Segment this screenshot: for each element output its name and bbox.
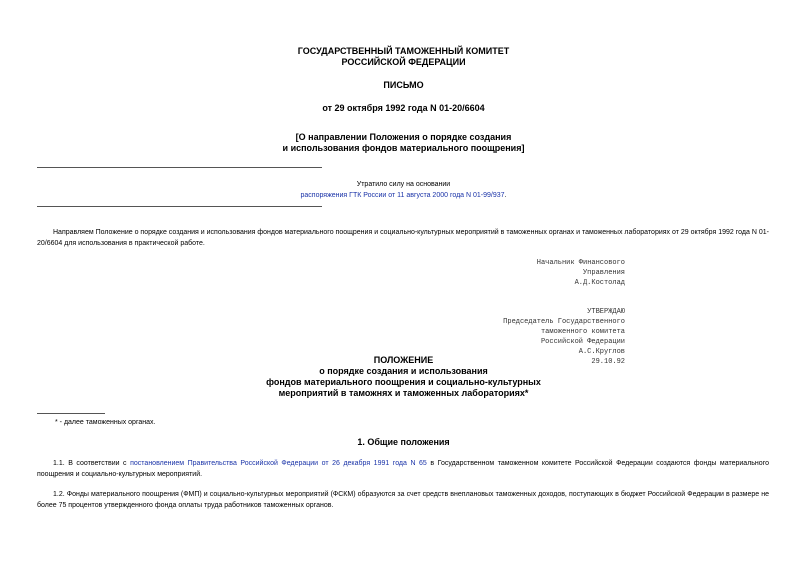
- subject-line2: и использования фондов материального поощрения]: [282, 143, 525, 153]
- org-name-line2: РОССИЙСКОЙ ФЕДЕРАЦИИ: [341, 57, 466, 67]
- org-name-line1: ГОСУДАРСТВЕННЫЙ ТАМОЖЕННЫЙ КОМИТЕТ: [297, 46, 510, 56]
- approval-line2: Председатель Государственного: [503, 318, 625, 326]
- intro-paragraph: Направляем Положение о порядке создания и использования фондов материального поощрения и социально-культурных мероприятий в таможенных органах и таможенных лабораториях от 29 октября 1992 года N 01-20/6604 для использования в практической работе.: [37, 229, 769, 247]
- approval-line4: Российской Федерации: [540, 338, 625, 346]
- divider-top: [37, 167, 322, 168]
- status-link-period: .: [504, 192, 507, 199]
- section1-paragraph2: 1.2. Фонды материального поощрения (ФМП) и социально-культурных мероприятий (ФСКМ) образуются за счет средств внеплановых таможенных доходов, поступающих в бюджет Российской Федерации в размере не более 75 процентов утвержденного фонда оплаты труда работников таможенных органов.: [37, 491, 769, 509]
- regulation-line2: о порядке создания и использования: [319, 366, 488, 376]
- signature-block: [450, 258, 625, 288]
- p1-suffix: в Государственном таможенном комитете Российской Федерации создаются фонды материального поощрения и социально-культурных мероприятий.: [37, 460, 769, 478]
- regulation-title: ПОЛОЖЕНИЕ: [373, 355, 434, 365]
- footnote-text: * - далее таможенных органах.: [55, 419, 156, 426]
- approval-line6: 29.10.92: [591, 358, 625, 366]
- status-text: Утратило силу на основании: [356, 181, 451, 188]
- divider-bottom: [37, 206, 322, 207]
- status-link[interactable]: распоряжения ГТК России от 11 августа 2000 года N 01-99/937: [300, 192, 505, 199]
- section1-title: 1. Общие положения: [357, 437, 450, 447]
- signature-line1: Начальник Финансового: [536, 259, 625, 267]
- approval-line5: А.С.Круглов: [578, 348, 625, 356]
- section1-paragraph1: [37, 458, 769, 480]
- status-link-line: [0, 190, 807, 201]
- signature-line2: Управления: [582, 269, 625, 277]
- approval-line3: таможенного комитета: [540, 328, 625, 336]
- footnote-rule: [37, 413, 105, 414]
- signature-line3: А.Д.Костолад: [574, 279, 625, 287]
- p1-prefix: 1.1. В соответствии с: [53, 460, 127, 467]
- regulation-line3: фондов материального поощрения и социально-культурных: [266, 377, 541, 387]
- approval-line1: УТВЕРЖДАЮ: [587, 308, 625, 316]
- subject-line1: [О направлении Положения о порядке создания: [295, 132, 512, 142]
- doc-type: ПИСЬМО: [383, 80, 424, 90]
- regulation-line4: мероприятий в таможнях и таможенных лабораториях*: [278, 388, 529, 398]
- government-decree-link[interactable]: постановлением Правительства Российской Федерации от 26 декабря 1991 года N 65: [130, 460, 427, 467]
- doc-date-number: от 29 октября 1992 года N 01-20/6604: [322, 103, 485, 113]
